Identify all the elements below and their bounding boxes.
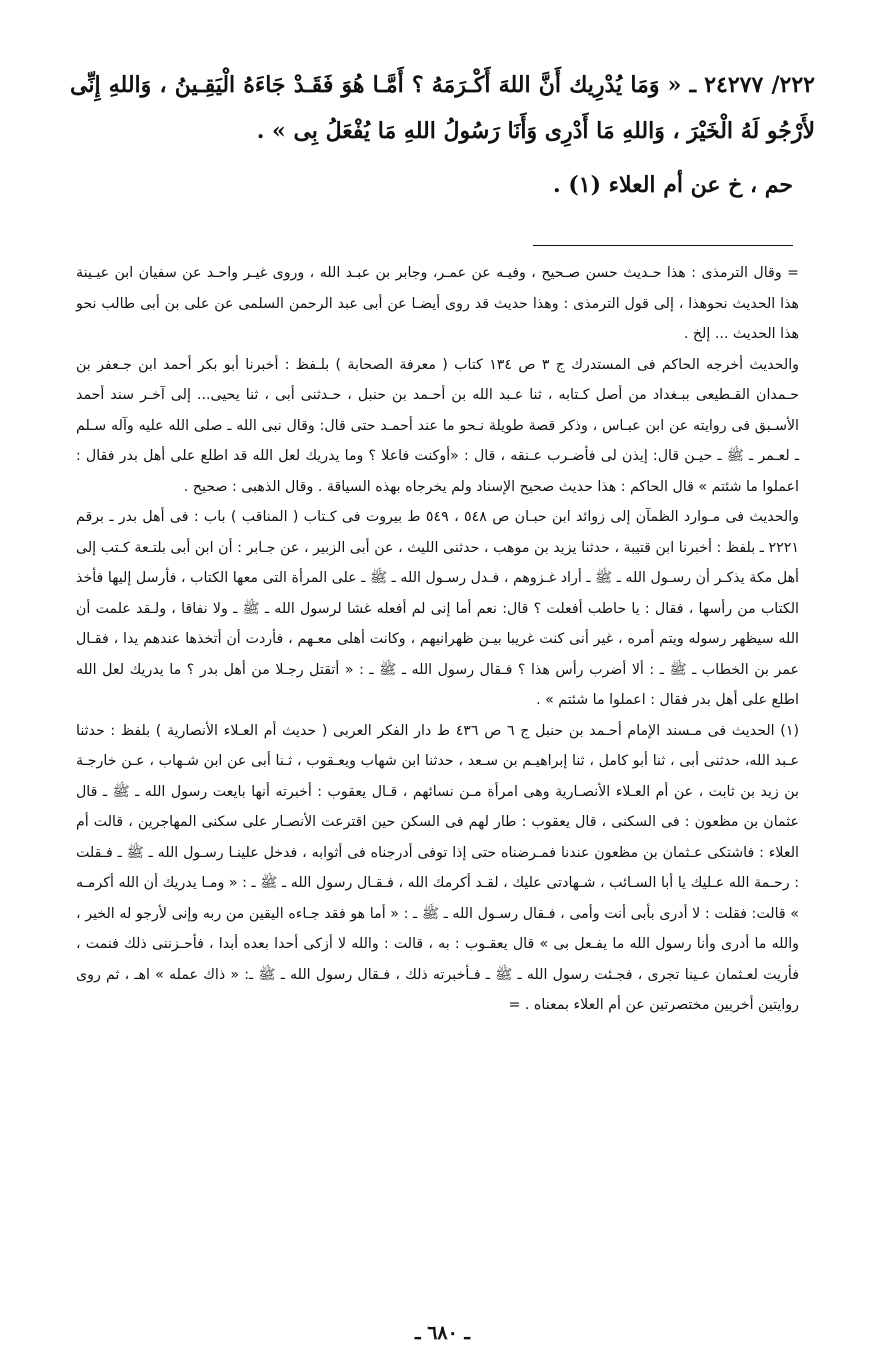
hadith-source: حم ، خ عن أم العلاء (١) . [553, 172, 793, 198]
page-number: ـ ٦٨٠ ـ [415, 1322, 470, 1344]
footnote-paragraph: والحديث أخرجه الحاكم فى المستدرك ج ٣ ص ١٣٤ كتاب ( معرفة الصحابة ) بلـفظ : أخبرنا أبو بكر أحمد ابن جـعفر بن حـمدان القـطيعى ببـغداد من أصل كـتابه ، ثنا عـبد الله بن أحـمد بن حنبل ، حـدثنى أبى ، ثنا يحيى... إلى آخـر سند أحمد الأسـبق فى روايته عن ابن عبـاس ، وذكر قصة طويلة نـحو ما عند أحمـد حتى قال: وقال نبى الله ـ صلى الله عليه وآله سـلم ـ لعـمر ـ ﷺ ـ حيـن قال: إيذن لى فأضـرب عـنقه ، قال : «أوكنت فاعلا ؟ وما يدريك لعل الله قد اطلع على أهل بدر فقال : اعملوا ما شئتم » قال الحاكم : هذا حديث صحيح الإسناد ولم يخرجاه بهذه السياقة . وقال الذهبى : صحيح . [76, 356, 799, 495]
footnote-separator [533, 245, 793, 246]
footnote-paragraph: = وقال الترمذى : هذا حـديث حسن صـحيح ، وفيـه عن عمـر، وجابر بن عبـد الله ، وروى غيـر واحـد عن سفيان ابن عيـينة هذا الحديث نحوهذا ، إلى قول الترمذى : وهذا حديث قد روى أيضـا عن أبى عبد الرحمن السلمى عن على بن أبى طالب نحو هذا الحديث ... إلخ . [76, 265, 799, 342]
hadith-block [70, 62, 815, 154]
footnote-paragraph: والحديث فى مـوارد الظمآن إلى زوائد ابن حبـان ص ٥٤٨ ، ٥٤٩ ط بيروت فى كـتاب ( المناقب ) باب : فى أهل بدر ـ برقم ٢٢٢١ ـ بلفظ : أخبرنا ابن قتيبة ، حدثنا يزيد بن موهب ، حدثنى الليث ، عن أبى الزبير ، عن جـابر : أن ابن أبى بلتـعة كـتب إلى أهل مكة يذكـر أن رسـول الله ـ ﷺ ـ أراد غـزوهم ، فـدل رسـول الله ـ ﷺ ـ على المرأة التى معها الكتاب ، فأرسل إليها فأخذ الكتاب من رأسها ، فقال : يا حاطب أفعلت ؟ قال: نعم أما إنى لم أفعله غشا لرسول الله ـ ﷺ ـ ولا نفاقا ، ولـقد علمت أن الله سيظهر رسوله ويتم أمره ، غير أنى كنت غريبا بيـن ظهرانيهم ، وكانت أهلى معـهم ، فأردت أن أتخذها عندهم يدا ، فقـال عمر بن الخطاب ـ ﷺ ـ : ألا أضرب رأس هذا ؟ فـقال رسول الله ـ ﷺ ـ : « أتقتل رجـلا من أهل بدر ؟ ما يدريك لعل الله اطلع على أهل بدر فقال : اعملوا ما شئتم » . [76, 509, 799, 708]
hadith-text: ٢٢٢/ ٢٤٢٧٧ ـ « وَمَا يُدْرِيك أَنَّ اللهَ أَكْـرَمَهُ ؟ أَمَّـا هُوَ فَقَـدْ جَاءَهُ الْيَقِـينُ ، وَاللهِ إِنِّى لأَرْجُو لَهُ الْخَيْرَ ، وَاللهِ مَا أَدْرِى وَأَنَا رَسُولُ اللهِ مَا يُفْعَلُ بِى » . [70, 72, 815, 144]
footnote-paragraph: (١) الحديث فى مـسند الإمام أحـمد بن حنبل ج ٦ ص ٤٣٦ ط دار الفكر العربى ( حديث أم العـلاء الأنصارية ) بلفظ : حدثنا عـبد الله، حدثنى أبى ، ثنا أبو كامل ، ثنا إبراهيـم بن سـعد ، حدثنا ابن شهاب ويعـقوب ، ثـنا أبى عن ابن شـهاب ، عـن خارجـة بن زيد بن ثابت ، عن أم العـلاء الأنصـارية وهى امرأة مـن نسائهم ، قـال يعقوب : أخبرته أنها بايعت رسول الله ـ ﷺ ـ قال عثمان بن مظعون : فى السكنى ، قال يعقوب : طار لهم فى السكن حين اقترعت الأنصـار على سكنى المهاجرين ، قالت أم العلاء : فاشتكى عـثمان بن مظعون عندنا فمـرضناه حتى إذا توفى أدرجناه فى أثوابه ، فدخل علينـا رسـول الله ـ ﷺ ـ فـقلت : رحـمة الله عـليك يا أبا السـائب ، شـهادتى عليك ، لقـد أكرمك الله ، فـقـال رسول الله ـ ﷺ ـ : « ومـا يدريك أن الله أكرمـه » قالت: فقلت : لا أدرى بأبى أنت وأمى ، فـقال رسـول الله ـ ﷺ ـ : « أما هو فقد جـاءه اليقين من ربه وإنى لأرجو له الخير ، والله ما أدرى وأنا رسول الله ما يفـعل بى » قال يعقـوب : به ، قالت : والله لا أزكى أحدا بعده أبدا ، فأحـزننى ذلك فنمت ، فأريت لعـثمان عـينا تجرى ، فجـئت رسول الله ـ ﷺ ـ فـأخبرته ذلك ، فـقال رسول الله ـ ﷺ ـ: « ذاك عمله » اهـ ، ثم روى روايتين أخريين مختصرتين عن أم العلاء بمعناه . = [76, 722, 799, 1013]
footnotes [76, 258, 799, 1021]
